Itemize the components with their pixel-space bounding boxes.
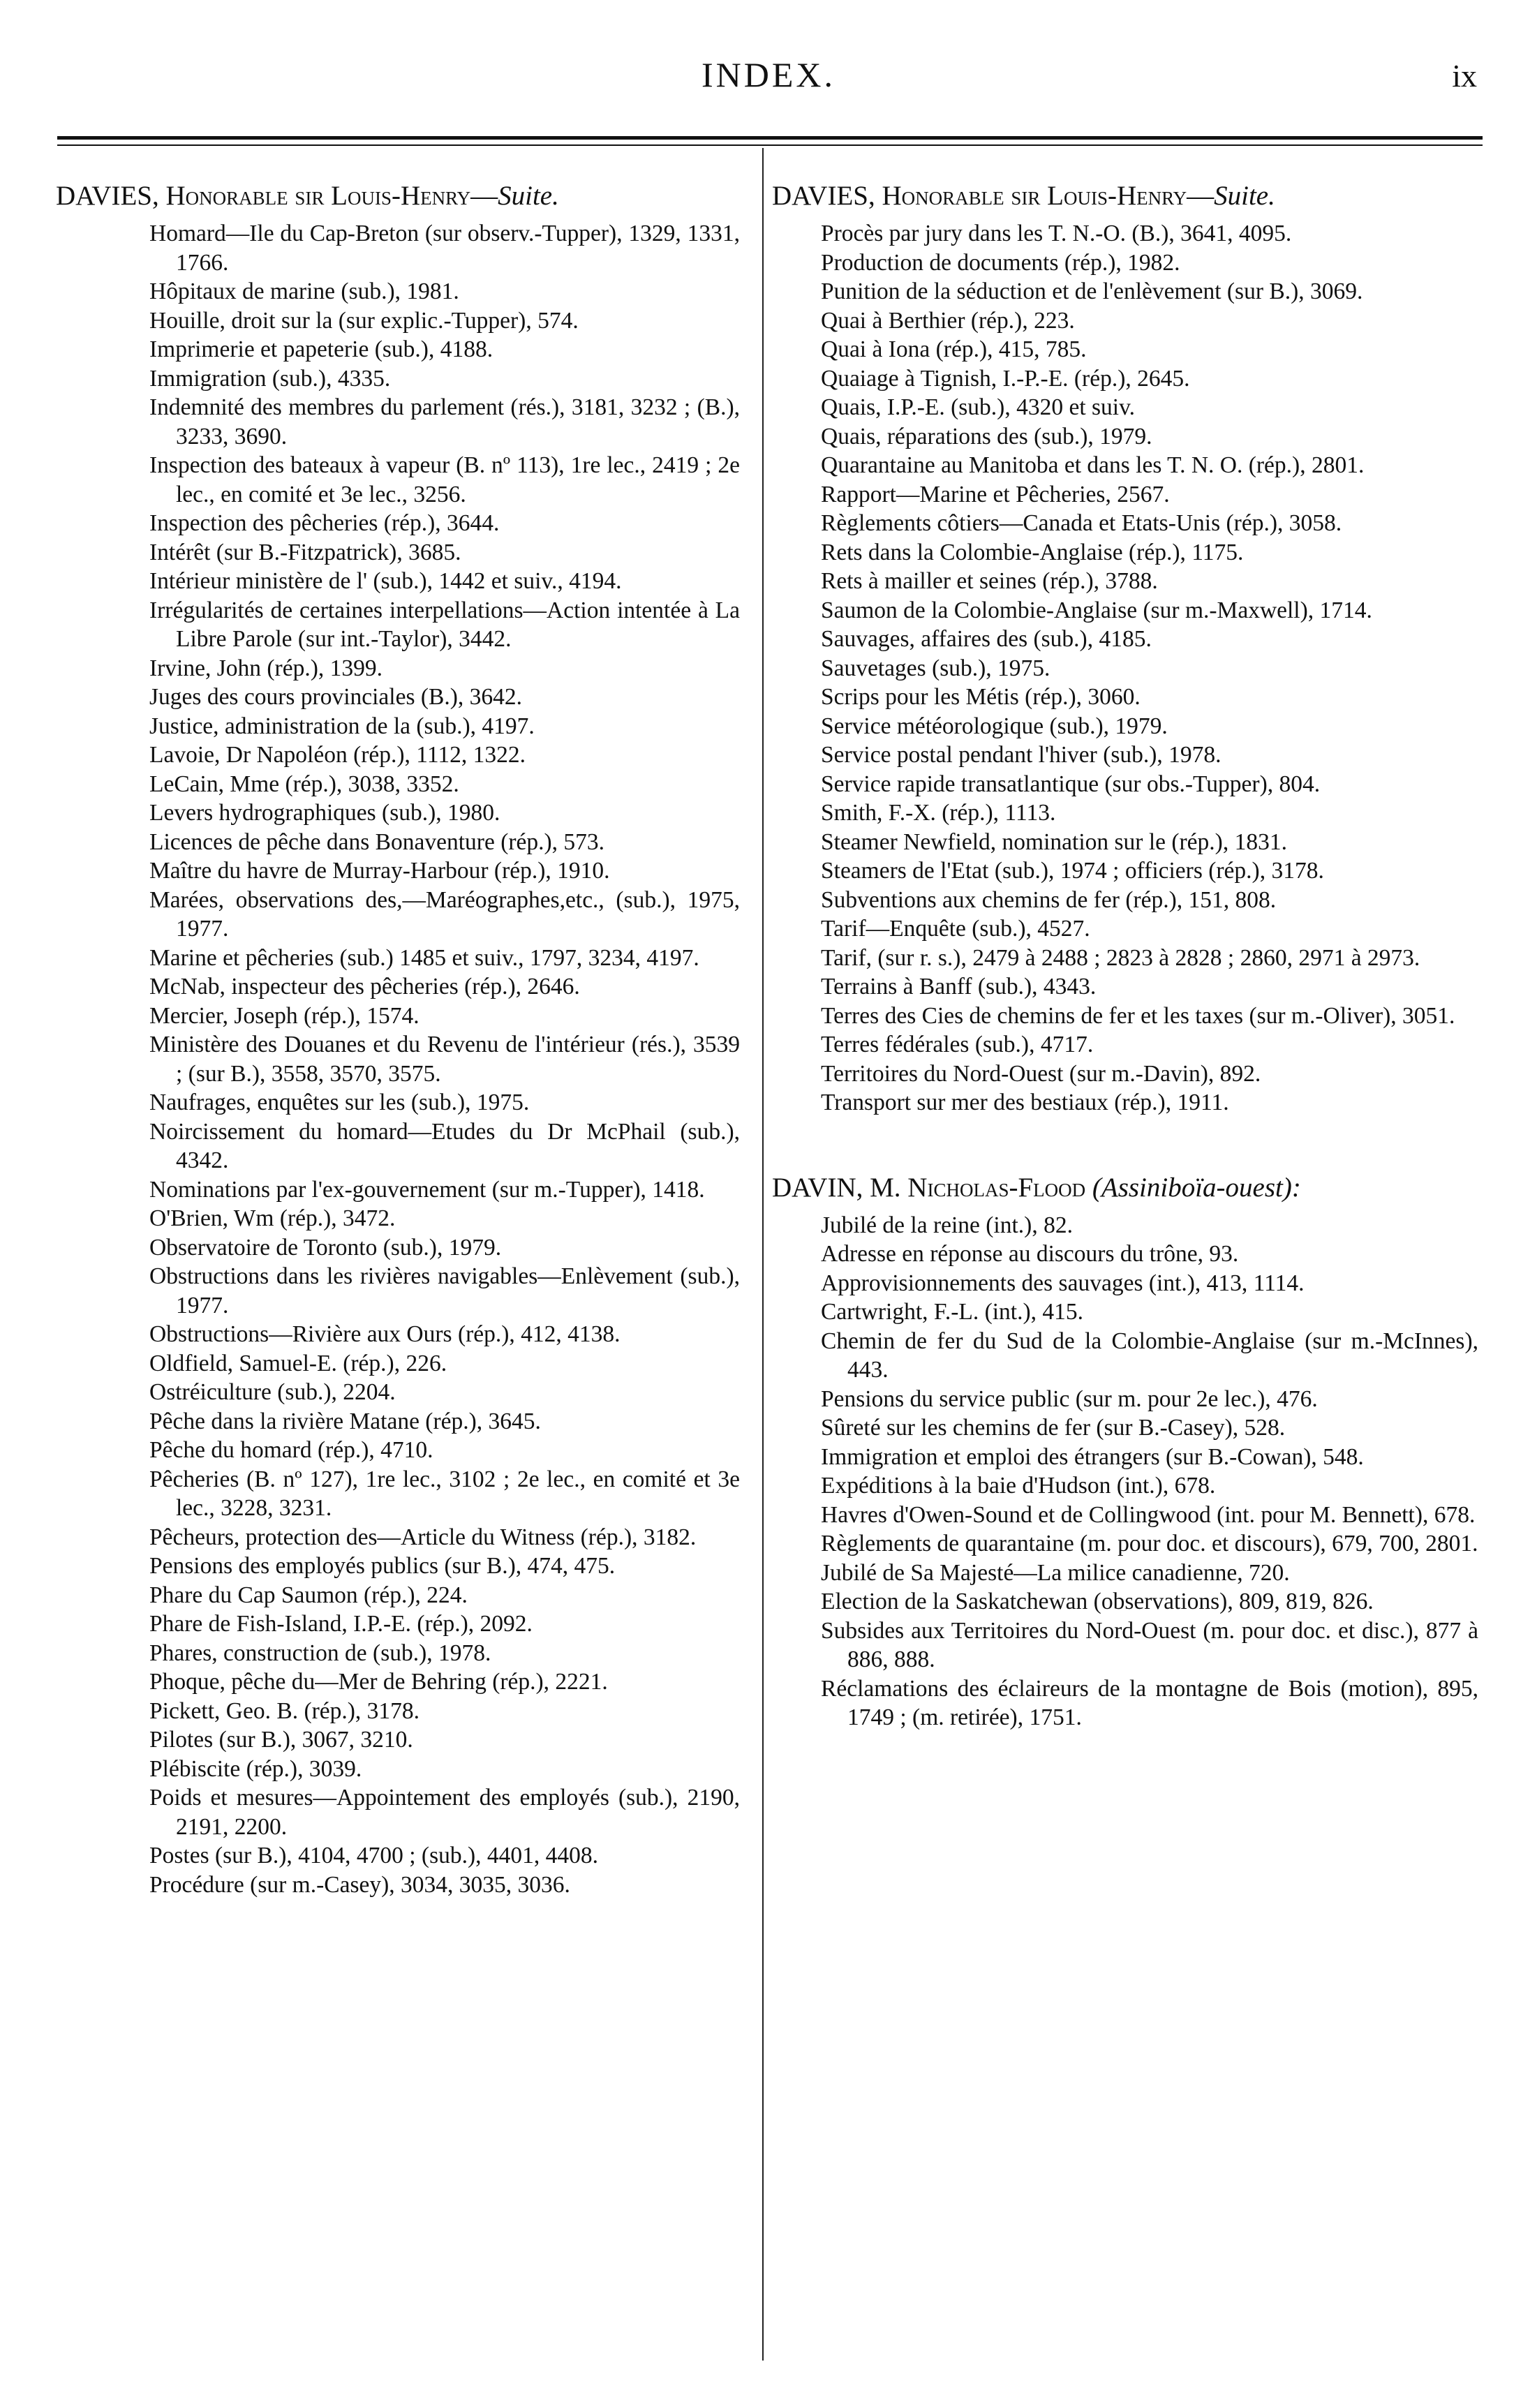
entry-heading: [56, 180, 740, 212]
index-entry: Phares, construction de (sub.), 1978.: [149, 1640, 491, 1666]
index-entry: Rapport—Marine et Pêcheries, 2567.: [821, 481, 1170, 507]
index-entry: Obstructions dans les rivières navigables—Enlèvement (sub.), 1977.: [149, 1263, 740, 1318]
index-entry: O'Brien, Wm (rép.), 3472.: [149, 1205, 396, 1231]
heading-suite: Suite.: [498, 181, 559, 211]
right-column: [772, 180, 1478, 1732]
index-entry: Pêcheurs, protection des—Article du Witness (rép.), 3182.: [149, 1524, 697, 1550]
index-entry: Quaiage à Tignish, I.-P.-E. (rép.), 2645.: [821, 365, 1190, 392]
header-rule-thin: [57, 144, 1483, 146]
index-entry: Immigration (sub.), 4335.: [149, 365, 391, 392]
index-entry: Hôpitaux de marine (sub.), 1981.: [149, 278, 459, 304]
index-entry: Plébiscite (rép.), 3039.: [149, 1755, 362, 1782]
index-entry: Obstructions—Rivière aux Ours (rép.), 412, 4138.: [149, 1321, 621, 1347]
index-entry: Pêche dans la rivière Matane (rép.), 3645.: [149, 1408, 541, 1434]
index-entry: Naufrages, enquêtes sur les (sub.), 1975.: [149, 1090, 530, 1115]
index-entry: Intérieur ministère de l' (sub.), 1442 et suiv., 4194.: [149, 568, 622, 594]
index-entry: Quarantaine au Manitoba et dans les T. N. O. (rép.), 2801.: [821, 452, 1365, 478]
index-entry: Règlements côtiers—Canada et Etats-Unis (rép.), 3058.: [821, 510, 1342, 536]
index-entry: Cartwright, F.-L. (int.), 415.: [821, 1299, 1084, 1325]
heading-title: Honorable sir Louis-Henry—: [882, 181, 1215, 211]
section-gap: [772, 1117, 1478, 1172]
index-entry: Service postal pendant l'hiver (sub.), 1978.: [821, 742, 1222, 768]
index-entry: Subventions aux chemins de fer (rép.), 151, 808.: [821, 886, 1277, 913]
index-entry: Steamers de l'Etat (sub.), 1974 ; officiers (rép.), 3178.: [821, 858, 1324, 884]
index-entry: Sauvages, affaires des (sub.), 4185.: [821, 626, 1152, 652]
index-entry: Imprimerie et papeterie (sub.), 4188.: [149, 336, 493, 362]
index-entry: Quais, réparations des (sub.), 1979.: [821, 423, 1152, 449]
index-entry: Ostréiculture (sub.), 2204.: [149, 1379, 396, 1405]
index-entry: Smith, F.-X. (rép.), 1113.: [821, 800, 1056, 826]
index-entry: Justice, administration de la (sub.), 4197.: [149, 713, 535, 739]
index-entry: Houille, droit sur la (sur explic.-Tupper), 574.: [149, 307, 579, 334]
right-entries-list-2: [772, 1211, 1478, 1732]
index-entry: Marées, observations des,—Maréographes,etc., (sub.), 1975, 1977.: [149, 886, 740, 942]
index-entry: Quai à Iona (rép.), 415, 785.: [821, 336, 1087, 362]
index-entry: Pêcheries (B. nº 127), 1re lec., 3102 ; 2e lec., en comité et 3e lec., 3228, 3231.: [149, 1466, 740, 1521]
index-entry: Maître du havre de Murray-Harbour (rép.), 1910.: [149, 858, 610, 884]
index-entry: Saumon de la Colombie-Anglaise (sur m.-Maxwell), 1714.: [821, 597, 1372, 623]
index-entry: Procès par jury dans les T. N.-O. (B.), 3641, 4095.: [821, 221, 1292, 246]
index-entry: Subsides aux Territoires du Nord-Ouest (m. pour doc. et disc.), 877 à 886, 888.: [821, 1617, 1478, 1672]
heading-name: DAVIES,: [772, 181, 875, 211]
index-entry: Irrégularités de certaines interpellations—Action intentée à La Libre Parole (sur int.-Taylor), 3442.: [149, 597, 740, 652]
heading2-riding: (Assiniboïa-ouest):: [1092, 1172, 1301, 1203]
index-entry: Service météorologique (sub.), 1979.: [821, 713, 1168, 739]
index-entry: LeCain, Mme (rép.), 3038, 3352.: [149, 771, 459, 797]
index-entry: Service rapide transatlantique (sur obs.-Tupper), 804.: [821, 771, 1321, 797]
index-entry: Rets dans la Colombie-Anglaise (rép.), 1175.: [821, 539, 1244, 565]
index-entry: Chemin de fer du Sud de la Colombie-Anglaise (sur m.-McInnes), 443.: [821, 1328, 1478, 1383]
index-entry: Expéditions à la baie d'Hudson (int.), 678.: [821, 1473, 1216, 1499]
index-entry: Marine et pêcheries (sub.) 1485 et suiv., 1797, 3234, 4197.: [149, 944, 699, 971]
page-number: ix: [1452, 58, 1477, 94]
index-entry: Licences de pêche dans Bonaventure (rép.), 573.: [149, 828, 605, 855]
left-column: [56, 180, 740, 1899]
index-entry: Jubilé de la reine (int.), 82.: [821, 1212, 1073, 1238]
index-entry: Réclamations des éclaireurs de la montagne de Bois (motion), 895, 1749 ; (m. retirée), 1751.: [821, 1675, 1478, 1730]
index-entry: Inspection des bateaux à vapeur (B. nº 113), 1re lec., 2419 ; 2e lec., en comité et 3e lec., 3256.: [149, 452, 740, 507]
index-entry: Steamer Newfield, nomination sur le (rép.), 1831.: [821, 828, 1287, 855]
page-title: INDEX.: [701, 55, 836, 94]
heading-title: Honorable sir Louis-Henry—: [165, 181, 498, 211]
index-entry: Quai à Berthier (rép.), 223.: [821, 307, 1075, 334]
index-entry: Jubilé de Sa Majesté—La milice canadienne, 720.: [821, 1559, 1290, 1586]
index-entry: Adresse en réponse au discours du trône, 93.: [821, 1241, 1239, 1267]
entry-heading-2: [772, 1172, 1478, 1204]
index-entry: Election de la Saskatchewan (observations), 809, 819, 826.: [821, 1589, 1374, 1614]
index-entry: Pickett, Geo. B. (rép.), 3178.: [149, 1697, 420, 1724]
index-entry: Terres des Cies de chemins de fer et les taxes (sur m.-Oliver), 3051.: [821, 1002, 1455, 1029]
left-entries-list: [56, 219, 740, 1899]
index-entry: Oldfield, Samuel-E. (rép.), 226.: [149, 1350, 447, 1376]
index-entry: Phare du Cap Saumon (rép.), 224.: [149, 1582, 468, 1608]
heading-name: DAVIES,: [56, 181, 159, 211]
heading2-name: DAVIN,: [772, 1172, 863, 1203]
index-entry: Immigration et emploi des étrangers (sur B.-Cowan), 548.: [821, 1443, 1364, 1470]
index-entry: Sûreté sur les chemins de fer (sur B.-Casey), 528.: [821, 1415, 1286, 1441]
index-entry: Levers hydrographiques (sub.), 1980.: [149, 800, 500, 826]
index-entry: Tarif, (sur r. s.), 2479 à 2488 ; 2823 à 2828 ; 2860, 2971 à 2973.: [821, 944, 1420, 971]
index-entry: Tarif—Enquête (sub.), 4527.: [821, 916, 1090, 942]
index-entry: Scrips pour les Métis (rép.), 3060.: [821, 684, 1141, 710]
index-entry: Ministère des Douanes et du Revenu de l'intérieur (rés.), 3539 ; (sur B.), 3558, 3570, 3575.: [149, 1032, 740, 1087]
index-entry: Lavoie, Dr Napoléon (rép.), 1112, 1322.: [149, 742, 526, 768]
index-entry: Règlements de quarantaine (m. pour doc. et discours), 679, 700, 2801.: [821, 1531, 1478, 1556]
index-entry: Noircissement du homard—Etudes du Dr McPhail (sub.), 4342.: [149, 1118, 740, 1173]
index-entry: Terres fédérales (sub.), 4717.: [821, 1032, 1094, 1057]
index-entry: Pêche du homard (rép.), 4710.: [149, 1437, 433, 1463]
header-rule-thick: [57, 136, 1483, 140]
column-divider: [762, 148, 764, 2361]
index-entry: Punition de la séduction et de l'enlèvement (sur B.), 3069.: [821, 278, 1363, 304]
index-entry: Juges des cours provinciales (B.), 3642.: [149, 684, 523, 710]
index-entry: Havres d'Owen-Sound et de Collingwood (int. pour M. Bennett), 678.: [821, 1501, 1476, 1528]
index-entry: Procédure (sur m.-Casey), 3034, 3035, 3036.: [149, 1871, 570, 1898]
index-entry: Approvisionnements des sauvages (int.), 413, 1114.: [821, 1270, 1305, 1296]
index-entry: Poids et mesures—Appointement des employés (sub.), 2190, 2191, 2200.: [149, 1785, 740, 1840]
index-entry: Pensions des employés publics (sur B.), 474, 475.: [149, 1553, 616, 1579]
index-entry: Homard—Ile du Cap-Breton (sur observ.-Tupper), 1329, 1331, 1766.: [149, 221, 740, 276]
index-entry: Transport sur mer des bestiaux (rép.), 1911.: [821, 1090, 1229, 1115]
index-entry: Production de documents (rép.), 1982.: [821, 249, 1180, 276]
index-entry: Postes (sur B.), 4104, 4700 ; (sub.), 4401, 4408.: [149, 1843, 599, 1868]
index-entry: Territoires du Nord-Ouest (sur m.-Davin), 892.: [821, 1060, 1261, 1087]
index-entry: Inspection des pêcheries (rép.), 3644.: [149, 510, 500, 536]
index-entry: Terrains à Banff (sub.), 4343.: [821, 974, 1097, 999]
index-entry: Sauvetages (sub.), 1975.: [821, 655, 1050, 681]
index-entry: Pensions du service public (sur m. pour 2e lec.), 476.: [821, 1385, 1318, 1412]
index-entry: Phoque, pêche du—Mer de Behring (rép.), 2221.: [149, 1669, 608, 1695]
heading2-title: M. Nicholas-Flood: [870, 1172, 1086, 1203]
heading-suite: Suite.: [1214, 181, 1275, 211]
index-entry: Rets à mailler et seines (rép.), 3788.: [821, 568, 1158, 594]
index-entry: Irvine, John (rép.), 1399.: [149, 655, 383, 681]
index-entry: Quais, I.P.-E. (sub.), 4320 et suiv.: [821, 394, 1136, 420]
page-header: [0, 54, 1537, 110]
right-entries-list: [772, 219, 1478, 1117]
index-entry: Mercier, Joseph (rép.), 1574.: [149, 1002, 419, 1029]
index-entry: Nominations par l'ex-gouvernement (sur m.-Tupper), 1418.: [149, 1176, 705, 1203]
index-entry: Pilotes (sur B.), 3067, 3210.: [149, 1727, 413, 1753]
index-entry: Intérêt (sur B.-Fitzpatrick), 3685.: [149, 539, 461, 565]
index-entry: Phare de Fish-Island, I.P.-E. (rép.), 2092.: [149, 1611, 533, 1637]
index-entry: McNab, inspecteur des pêcheries (rép.), 2646.: [149, 974, 580, 999]
index-entry: Indemnité des membres du parlement (rés.), 3181, 3232 ; (B.), 3233, 3690.: [149, 394, 740, 449]
entry-heading: [772, 180, 1478, 212]
index-entry: Observatoire de Toronto (sub.), 1979.: [149, 1234, 502, 1261]
